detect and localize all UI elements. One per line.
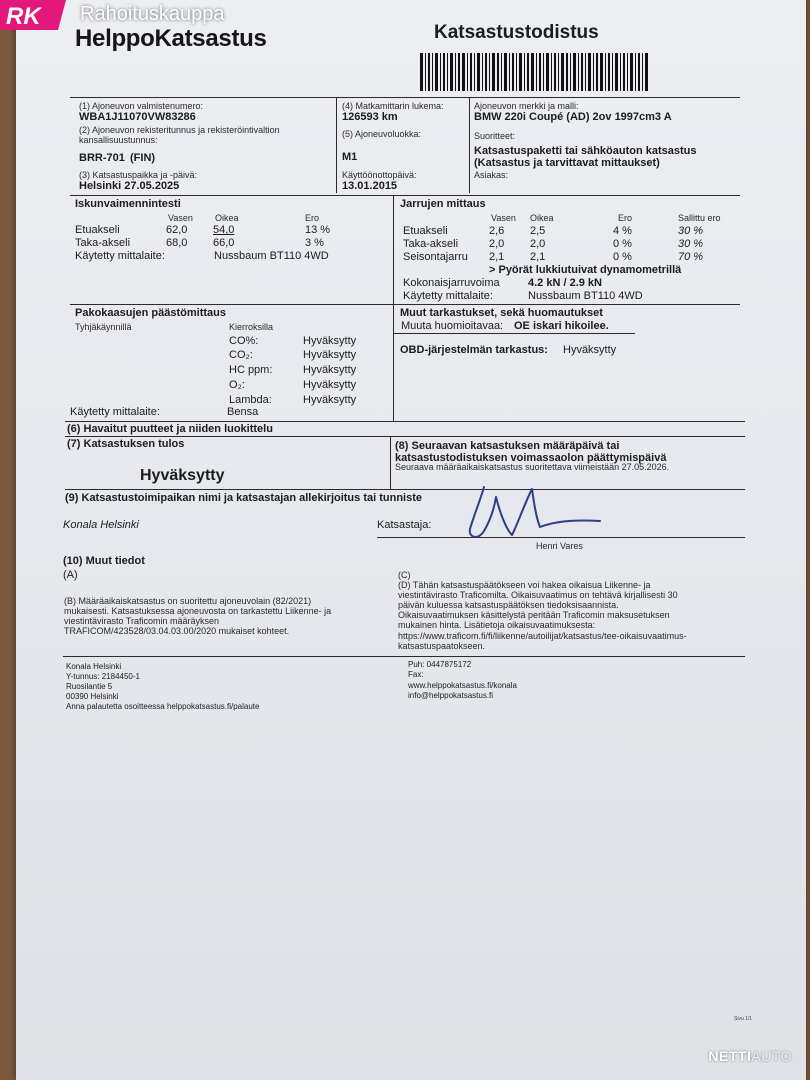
emission-row-label: HC ppm: xyxy=(229,364,273,376)
result-value: Hyväksytty xyxy=(140,467,225,484)
brakes-col-diff: Ero xyxy=(618,213,633,223)
emission-row-value: Hyväksytty xyxy=(303,349,357,361)
footer-left-line5: Anna palautetta osoitteessa helppokatsastus.fi/palaute xyxy=(66,702,260,711)
signature-title: (9) Katsastustoimipaikan nimi ja katsastajan allekirjoitus tai tunniste xyxy=(65,492,422,504)
reg-value: BRR-701 xyxy=(79,152,125,164)
signature-place: Konala Helsinki xyxy=(63,519,139,531)
inspector-name: Henri Vares xyxy=(536,541,583,551)
place-label: (3) Katsastuspaikka ja -päivä: xyxy=(79,170,198,180)
brakes-col-allowed: Sallittu ero xyxy=(678,213,721,223)
misc-d-line1: (D) Tähän katsastuspäätökseen voi hakea oikaisua Liikenne- ja xyxy=(398,580,651,590)
misc-title: (10) Muut tiedot xyxy=(63,555,145,567)
performance-label: Suoritteet: xyxy=(474,131,516,141)
document-title: Katsastustodistus xyxy=(434,22,599,43)
measure-center-divider xyxy=(393,195,394,421)
brakes-row-diff: 0 % xyxy=(613,251,632,263)
misc-d-line2: viestintävirasto Traficomilta. Oikaisuvaatimus on tehtävä kirjallisesti 30 xyxy=(398,590,678,600)
brakes-row-label: Etuakseli xyxy=(403,225,448,237)
measure-top-rule xyxy=(70,195,740,196)
helppokatsastus-logo: HelppoKatsastus xyxy=(75,25,267,52)
shock-title: Iskunvaimennintesti xyxy=(75,198,181,210)
misc-d-line4: Oikaisuvaatimuksen käsittelystä peritään Traficomin maksusetuksen xyxy=(398,610,670,620)
misc-d-line6: https://www.traficom.fi/fi/liikenne/autoilijat/katsastus/tee-oikaisuvaatimus- xyxy=(398,631,687,641)
emission-row-label: O₂: xyxy=(229,379,245,391)
rahoituskauppa-brand: Rahoituskauppa xyxy=(80,3,225,25)
shock-device-value: Nussbaum BT110 4WD xyxy=(214,250,329,262)
footer-left-line1: Konala Helsinki xyxy=(66,662,122,671)
shock-row-diff: 13 % xyxy=(305,224,331,236)
page-number: Sivu 1/1 xyxy=(734,1016,753,1022)
emissions-title: Pakokaasujen päästömittaus xyxy=(75,307,227,319)
brakes-row-right: 2,1 xyxy=(530,251,546,263)
misc-b-line1: (B) Määräaikaiskatsastus on suoritettu ajoneuvolain (82/2021) xyxy=(64,596,312,606)
footer-website: www.helppokatsastus.fi/konala xyxy=(408,681,517,690)
emission-row-value: Hyväksytty xyxy=(303,335,357,347)
misc-b-line4: TRAFICOM/423528/03.04.03.00/2020 mukaiset kohteet. xyxy=(64,626,290,636)
emissions-device-label: Käytetty mittalaite: xyxy=(70,406,160,418)
misc-a: (A) xyxy=(63,569,78,581)
brakes-col-left: Vasen xyxy=(491,213,516,223)
brakes-row-diff: 4 % xyxy=(613,225,632,237)
inspector-label: Katsastaja: xyxy=(377,519,432,531)
rk-logo-icon xyxy=(0,0,70,30)
netti-suffix: AUTO xyxy=(751,1048,792,1064)
emission-row-value: Hyväksytty xyxy=(303,379,357,391)
other-checks-title: Muut tarkastukset, sekä huomautukset xyxy=(400,307,603,319)
shock-col-right: Oikea xyxy=(215,213,239,223)
rk-logo-text: RK xyxy=(6,3,41,30)
misc-b-line2: mukaisesti. Katsastuksessa ajoneuvosta on tarkastettu Liikenne- ja xyxy=(64,606,332,616)
brakes-row-label: Taka-akseli xyxy=(403,238,459,250)
shock-row-label: Etuakseli xyxy=(75,224,120,236)
misc-d-line7: katsastuspaatokseen. xyxy=(398,641,486,651)
shock-row-left: 68,0 xyxy=(166,237,188,249)
emission-row-label: CO₂: xyxy=(229,349,253,361)
brakes-lock-note: > Pyörät lukkiutuivat dynamometrillä xyxy=(489,264,682,276)
emission-row-value: Hyväksytty xyxy=(303,394,357,406)
emissions-idle-label: Tyhjäkäynnillä xyxy=(75,322,132,332)
shock-row-right: 54,0 xyxy=(213,224,235,236)
inspector-signature-icon xyxy=(460,483,610,543)
brakes-row-allowed: 30 % xyxy=(678,225,704,237)
reg-country: (FIN) xyxy=(130,152,156,164)
emissions-device-value: Bensa xyxy=(227,406,259,418)
reg-label-line1: (2) Ajoneuvon rekisteritunnus ja rekisteröintivaltion xyxy=(79,125,280,135)
nettiauto-watermark xyxy=(708,1048,792,1064)
brakes-total-value: 4.2 kN / 2.9 kN xyxy=(528,277,602,289)
brakes-row-left: 2,1 xyxy=(489,251,505,263)
footer-phone: Puh: 0447875172 xyxy=(408,660,472,669)
shock-col-diff: Ero xyxy=(305,213,320,223)
brakes-row-right: 2,5 xyxy=(530,225,546,237)
brakes-row-allowed: 70 % xyxy=(678,251,704,263)
odometer-value: 126593 km xyxy=(342,111,398,123)
next-title-line1: (8) Seuraavan katsastuksen määräpäivä tai xyxy=(395,440,620,452)
shock-row-label: Taka-akseli xyxy=(75,237,131,249)
brakes-row-right: 2,0 xyxy=(530,238,546,250)
brakes-title: Jarrujen mittaus xyxy=(400,198,486,210)
obd-label: OBD-järjestelmän tarkastus: xyxy=(400,344,548,356)
next-inspection-text: Seuraava määräaikaiskatsastus suoritettava viimeistään 27.05.2026. xyxy=(395,462,670,472)
shock-row-right: 66,0 xyxy=(213,237,235,249)
obd-value: Hyväksytty xyxy=(563,344,617,356)
odometer-label: (4) Matkamittarin lukema: xyxy=(342,101,444,111)
emissions-top-rule xyxy=(70,304,740,305)
brakes-row-left: 2,0 xyxy=(489,238,505,250)
result-divider xyxy=(390,436,391,490)
brakes-total-label: Kokonaisjarruvoima xyxy=(403,277,500,289)
class-label: (5) Ajoneuvoluokka: xyxy=(342,129,422,139)
intro-date-value: 13.01.2015 xyxy=(342,180,398,192)
brakes-device-value: Nussbaum BT110 4WD xyxy=(528,290,643,302)
footer-top-rule xyxy=(63,656,745,657)
misc-d-line3: päivän kuluessa katsastuspäätöksen tiedoksisaannista. xyxy=(398,600,619,610)
shock-row-left: 62,0 xyxy=(166,224,188,236)
other-checks-rule xyxy=(393,333,635,334)
brakes-row-allowed: 30 % xyxy=(678,238,704,250)
misc-c: (C) xyxy=(398,570,411,580)
emission-row-label: CO%: xyxy=(229,335,259,347)
netti-prefix: NETTI xyxy=(708,1048,752,1064)
footer-email: info@helppokatsastus.fi xyxy=(408,691,494,700)
other-note-label: Muuta huomioitavaa: xyxy=(401,320,504,332)
misc-d-line5: mukainen hinta. Lisätietoja oikaisuvaatimuksesta: xyxy=(398,620,596,630)
performance-line2: (Katsastus ja tarvittavat mittaukset) xyxy=(474,157,660,169)
intro-date-label: Käyttöönottopäivä: xyxy=(342,170,417,180)
brakes-col-right: Oikea xyxy=(530,213,554,223)
footer-fax: Fax: xyxy=(408,670,424,679)
misc-b-line3: viestintävirasto Traficomin määräyksen xyxy=(64,616,220,626)
brakes-row-left: 2,6 xyxy=(489,225,505,237)
vehicle-top-rule xyxy=(70,97,740,98)
make-value: BMW 220i Coupé (AD) 2ov 1997cm3 A xyxy=(474,111,672,123)
shock-device-label: Käytetty mittalaite: xyxy=(75,250,165,262)
reg-label-line2: kansallisuustunnus: xyxy=(79,135,158,145)
customer-label: Asiakas: xyxy=(474,170,509,180)
next-title-line2: katsastustodistuksen voimassaolon päättymispäivä xyxy=(395,452,667,464)
footer-left-line3: Ruosilantie 5 xyxy=(66,682,113,691)
shock-row-diff: 3 % xyxy=(305,237,324,249)
vehicle-divider-1 xyxy=(336,97,337,193)
result-title: (7) Katsastuksen tulos xyxy=(67,438,185,450)
defects-title: (6) Havaitut puutteet ja niiden luokittelu xyxy=(67,423,273,435)
defects-bottom-rule xyxy=(65,436,745,437)
brakes-device-label: Käytetty mittalaite: xyxy=(403,290,493,302)
footer-left-line2: Y-tunnus: 2184450-1 xyxy=(66,672,140,681)
vehicle-divider-2 xyxy=(469,97,470,193)
class-value: M1 xyxy=(342,151,358,163)
emission-row-value: Hyväksytty xyxy=(303,364,357,376)
signature-top-rule xyxy=(65,489,745,490)
defects-top-rule xyxy=(65,421,745,422)
emissions-rpm-label: Kierroksilla xyxy=(229,322,274,332)
shock-col-left: Vasen xyxy=(168,213,193,223)
brakes-row-label: Seisontajarru xyxy=(403,251,468,263)
emission-row-label: Lambda: xyxy=(229,394,272,406)
place-value: Helsinki 27.05.2025 xyxy=(79,180,180,192)
brakes-row-diff: 0 % xyxy=(613,238,632,250)
barcode-icon xyxy=(420,53,650,91)
performance-line1: Katsastuspaketti tai sähköauton katsastus xyxy=(474,145,697,157)
footer-left-line4: 00390 Helsinki xyxy=(66,692,119,701)
other-note-value: OE iskari hikoilee. xyxy=(514,320,609,332)
vin-value: WBA1J11070VW83286 xyxy=(79,111,196,123)
make-label: Ajoneuvon merkki ja malli: xyxy=(474,101,579,111)
vin-label: (1) Ajoneuvon valmistenumero: xyxy=(79,101,204,111)
